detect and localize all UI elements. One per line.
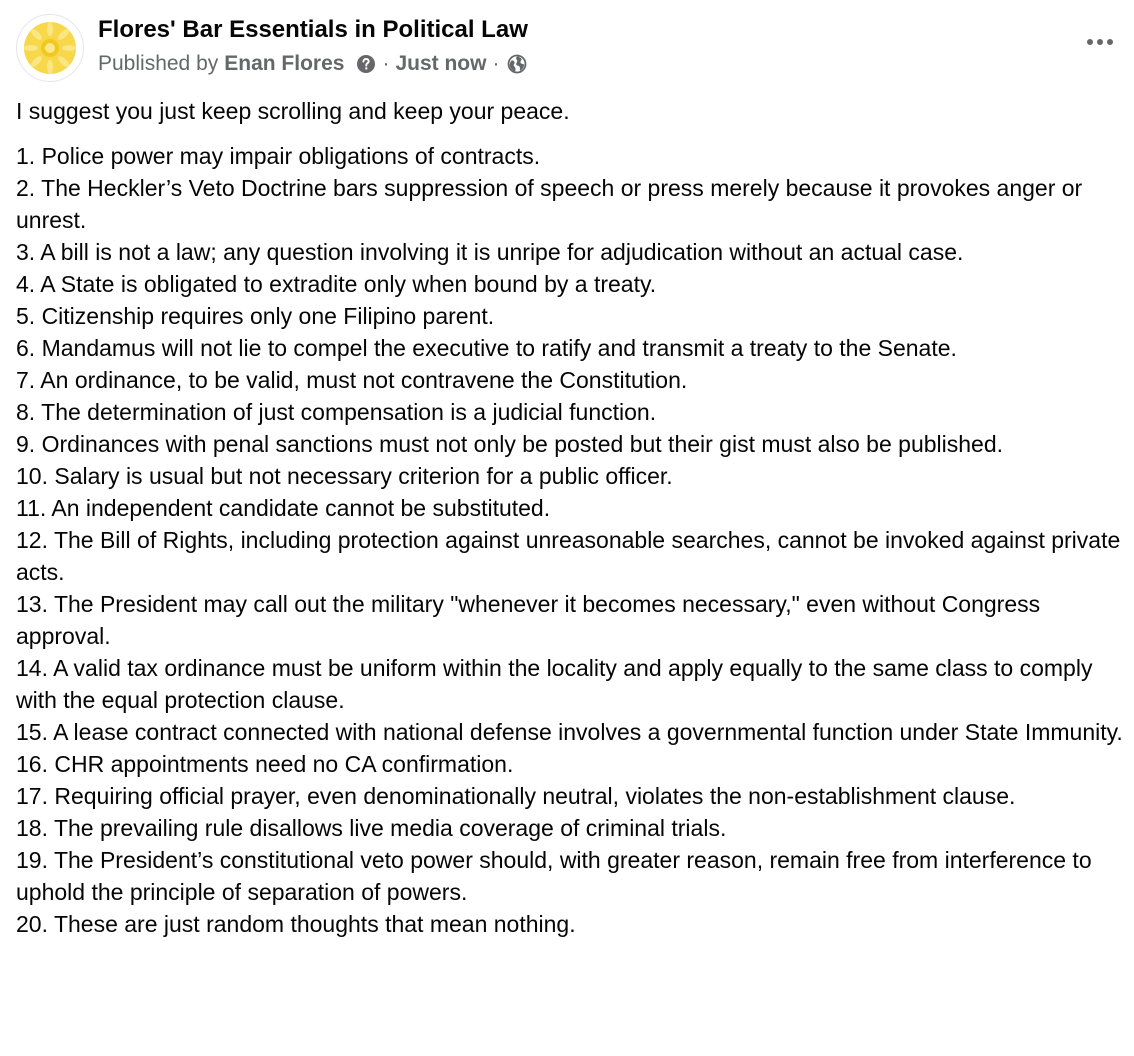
- list-item: 20. These are just random thoughts that mean nothing.: [16, 911, 576, 937]
- more-options-icon[interactable]: [1082, 30, 1118, 54]
- list-item: 2. The Heckler’s Veto Doctrine bars suppression of speech or press merely because it provokes anger or unrest.: [16, 175, 1083, 233]
- list-item: 16. CHR appointments need no CA confirmation.: [16, 751, 514, 777]
- post-item-list: [16, 140, 1126, 940]
- list-item: 9. Ordinances with penal sanctions must not only be posted but their gist must also be published.: [16, 431, 1004, 457]
- more-options-dot: [1097, 39, 1103, 45]
- post-timestamp[interactable]: Just now: [395, 52, 487, 75]
- list-item: 18. The prevailing rule disallows live media coverage of criminal trials.: [16, 815, 727, 841]
- post-body: [16, 95, 1126, 940]
- list-item: 4. A State is obligated to extradite only when bound by a treaty.: [16, 271, 657, 297]
- meta-separator: ·: [382, 52, 390, 75]
- list-item: 12. The Bill of Rights, including protection against unreasonable searches, cannot be invoked against private acts.: [16, 527, 1121, 585]
- list-item: 5. Citizenship requires only one Filipino parent.: [16, 303, 495, 329]
- page-avatar[interactable]: [16, 14, 84, 82]
- published-by-label: Published by: [98, 52, 219, 75]
- list-item: 7. An ordinance, to be valid, must not contravene the Constitution.: [16, 367, 688, 393]
- post-intro-text: I suggest you just keep scrolling and keep your peace.: [16, 98, 570, 124]
- list-item: 13. The President may call out the military "whenever it becomes necessary," even without Congress approval.: [16, 591, 1041, 649]
- author-link[interactable]: Enan Flores: [224, 52, 345, 75]
- list-item: 3. A bill is not a law; any question involving it is unripe for adjudication without an actual case.: [16, 239, 964, 265]
- list-item: 17. Requiring official prayer, even denominationally neutral, violates the non-establishment clause.: [16, 783, 1016, 809]
- list-item: 15. A lease contract connected with national defense involves a governmental function under State Immunity.: [16, 719, 1123, 745]
- list-item: 6. Mandamus will not lie to compel the executive to ratify and transmit a treaty to the Senate.: [16, 335, 957, 361]
- post-meta: [98, 50, 527, 78]
- list-item: 19. The President’s constitutional veto power should, with greater reason, remain free from interference to uphold the principle of separation of powers.: [16, 847, 1092, 905]
- page-name-link[interactable]: Flores' Bar Essentials in Political Law: [98, 16, 528, 43]
- post-header: [16, 12, 1118, 84]
- list-item: 1. Police power may impair obligations of contracts.: [16, 143, 541, 169]
- question-mark-circle-icon[interactable]: [356, 54, 376, 74]
- list-item: 10. Salary is usual but not necessary criterion for a public officer.: [16, 463, 673, 489]
- more-options-dot: [1107, 39, 1113, 45]
- more-options-dot: [1087, 39, 1093, 45]
- list-item: 11. An independent candidate cannot be substituted.: [16, 495, 551, 521]
- meta-separator: ·: [492, 52, 500, 75]
- list-item: 8. The determination of just compensation is a judicial function.: [16, 399, 657, 425]
- yellow-flower-logo-icon: [17, 15, 83, 81]
- globe-icon[interactable]: [507, 54, 527, 74]
- list-item: 14. A valid tax ordinance must be uniform within the locality and apply equally to the same class to comply with the equal protection clause.: [16, 655, 1093, 713]
